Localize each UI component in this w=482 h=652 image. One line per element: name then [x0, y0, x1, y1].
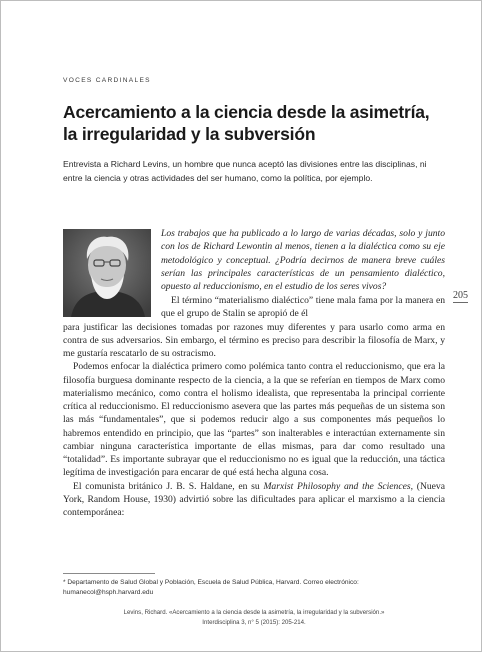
answer-body [63, 294, 445, 519]
article-title: Acercamiento a la ciencia desde la asimetría, la irregularidad y la subversión [63, 102, 430, 144]
footnote-rule [63, 573, 155, 574]
answer-paragraph-3 [63, 480, 445, 520]
answer-paragraph-1a: El término “materialismo dialéctico” tiene mala fama por la manera en que el grupo de Stalin se apropió de él [161, 295, 445, 320]
citation-line-2: Interdisciplina 3, n° 5 (2015): 205-214. [202, 618, 306, 626]
paragraph-3-rest: (Nueva York, Random House, 1930) advirtió sobre las dificultades para aplicar el marxismo a la ciencia contemporánea: [63, 480, 445, 518]
answer-paragraph-2: Podemos enfocar la dialéctica primero como polémica tanto contra el reduccionismo, que era la filosofía burguesa dominante respecto de la ciencia, a la que se referían en tiempos de Marx como materialismo mecánico, como contra el holismo idealista, que representaba la principal corriente crítica al reduccionismo. El reduccionismo asevera que las partes más pequeñas de un sistema son las más “fundamentales”, que si podemos reducir algo a sus componentes más pequeños lo habremos entendido en principio, que las “partes” son inalterables e interactúan externamente sin cambiar ninguna característica importante de ellas mismas, para dar como resultado una “totalidad”. Es importante subrayar que el reduccionismo no es igual que la reducción, una táctica legítima de investigación para encarar de qué está hecha alguna cosa. [63, 361, 445, 479]
paragraph-3-lead: El comunista británico J. B. S. Haldane, en su [73, 480, 264, 492]
interview-question: Los trabajos que ha publicado a lo largo de varias décadas, solo y junto con los de Richard Lewontin al menos, tienen a la dialéctica como su eje metodológico y conceptual. ¿Podría decirnos de manera breve cuáles serían las principales características de un pensamiento dialéctico, opuesto al reduccionismo, en el estudio de los seres vivos? [161, 228, 445, 293]
page-number: 205 [453, 290, 468, 301]
citation [63, 608, 445, 627]
section-label: VOCES CARDINALES [63, 77, 151, 84]
footnote: * Departamento de Salud Global y Población, Escuela de Salud Pública, Harvard. Correo electrónico: humanecol@hsph.harvard.edu [63, 579, 359, 596]
intro-paragraph: Entrevista a Richard Levins, un hombre que nunca aceptó las divisiones entre las disciplinas, ni entre la ciencia y otras actividades del ser humano, como la política, por ejemplo. [63, 159, 427, 184]
citation-line-1: Levins, Richard. «Acercamiento a la ciencia desde la asimetría, la irregularidad y la subversión.» [123, 609, 385, 616]
book-title: Marxist Philosophy and the Sciences, [263, 480, 413, 492]
answer-paragraph-1b: para justificar las decisiones tomadas por razones muy diferentes y para usarlo como arma en contra de sus adversarios. Sin embargo, el término es preciso para describir la filosofía de Marx, y me gustaría rescatarlo de su ostracismo. [63, 321, 445, 359]
